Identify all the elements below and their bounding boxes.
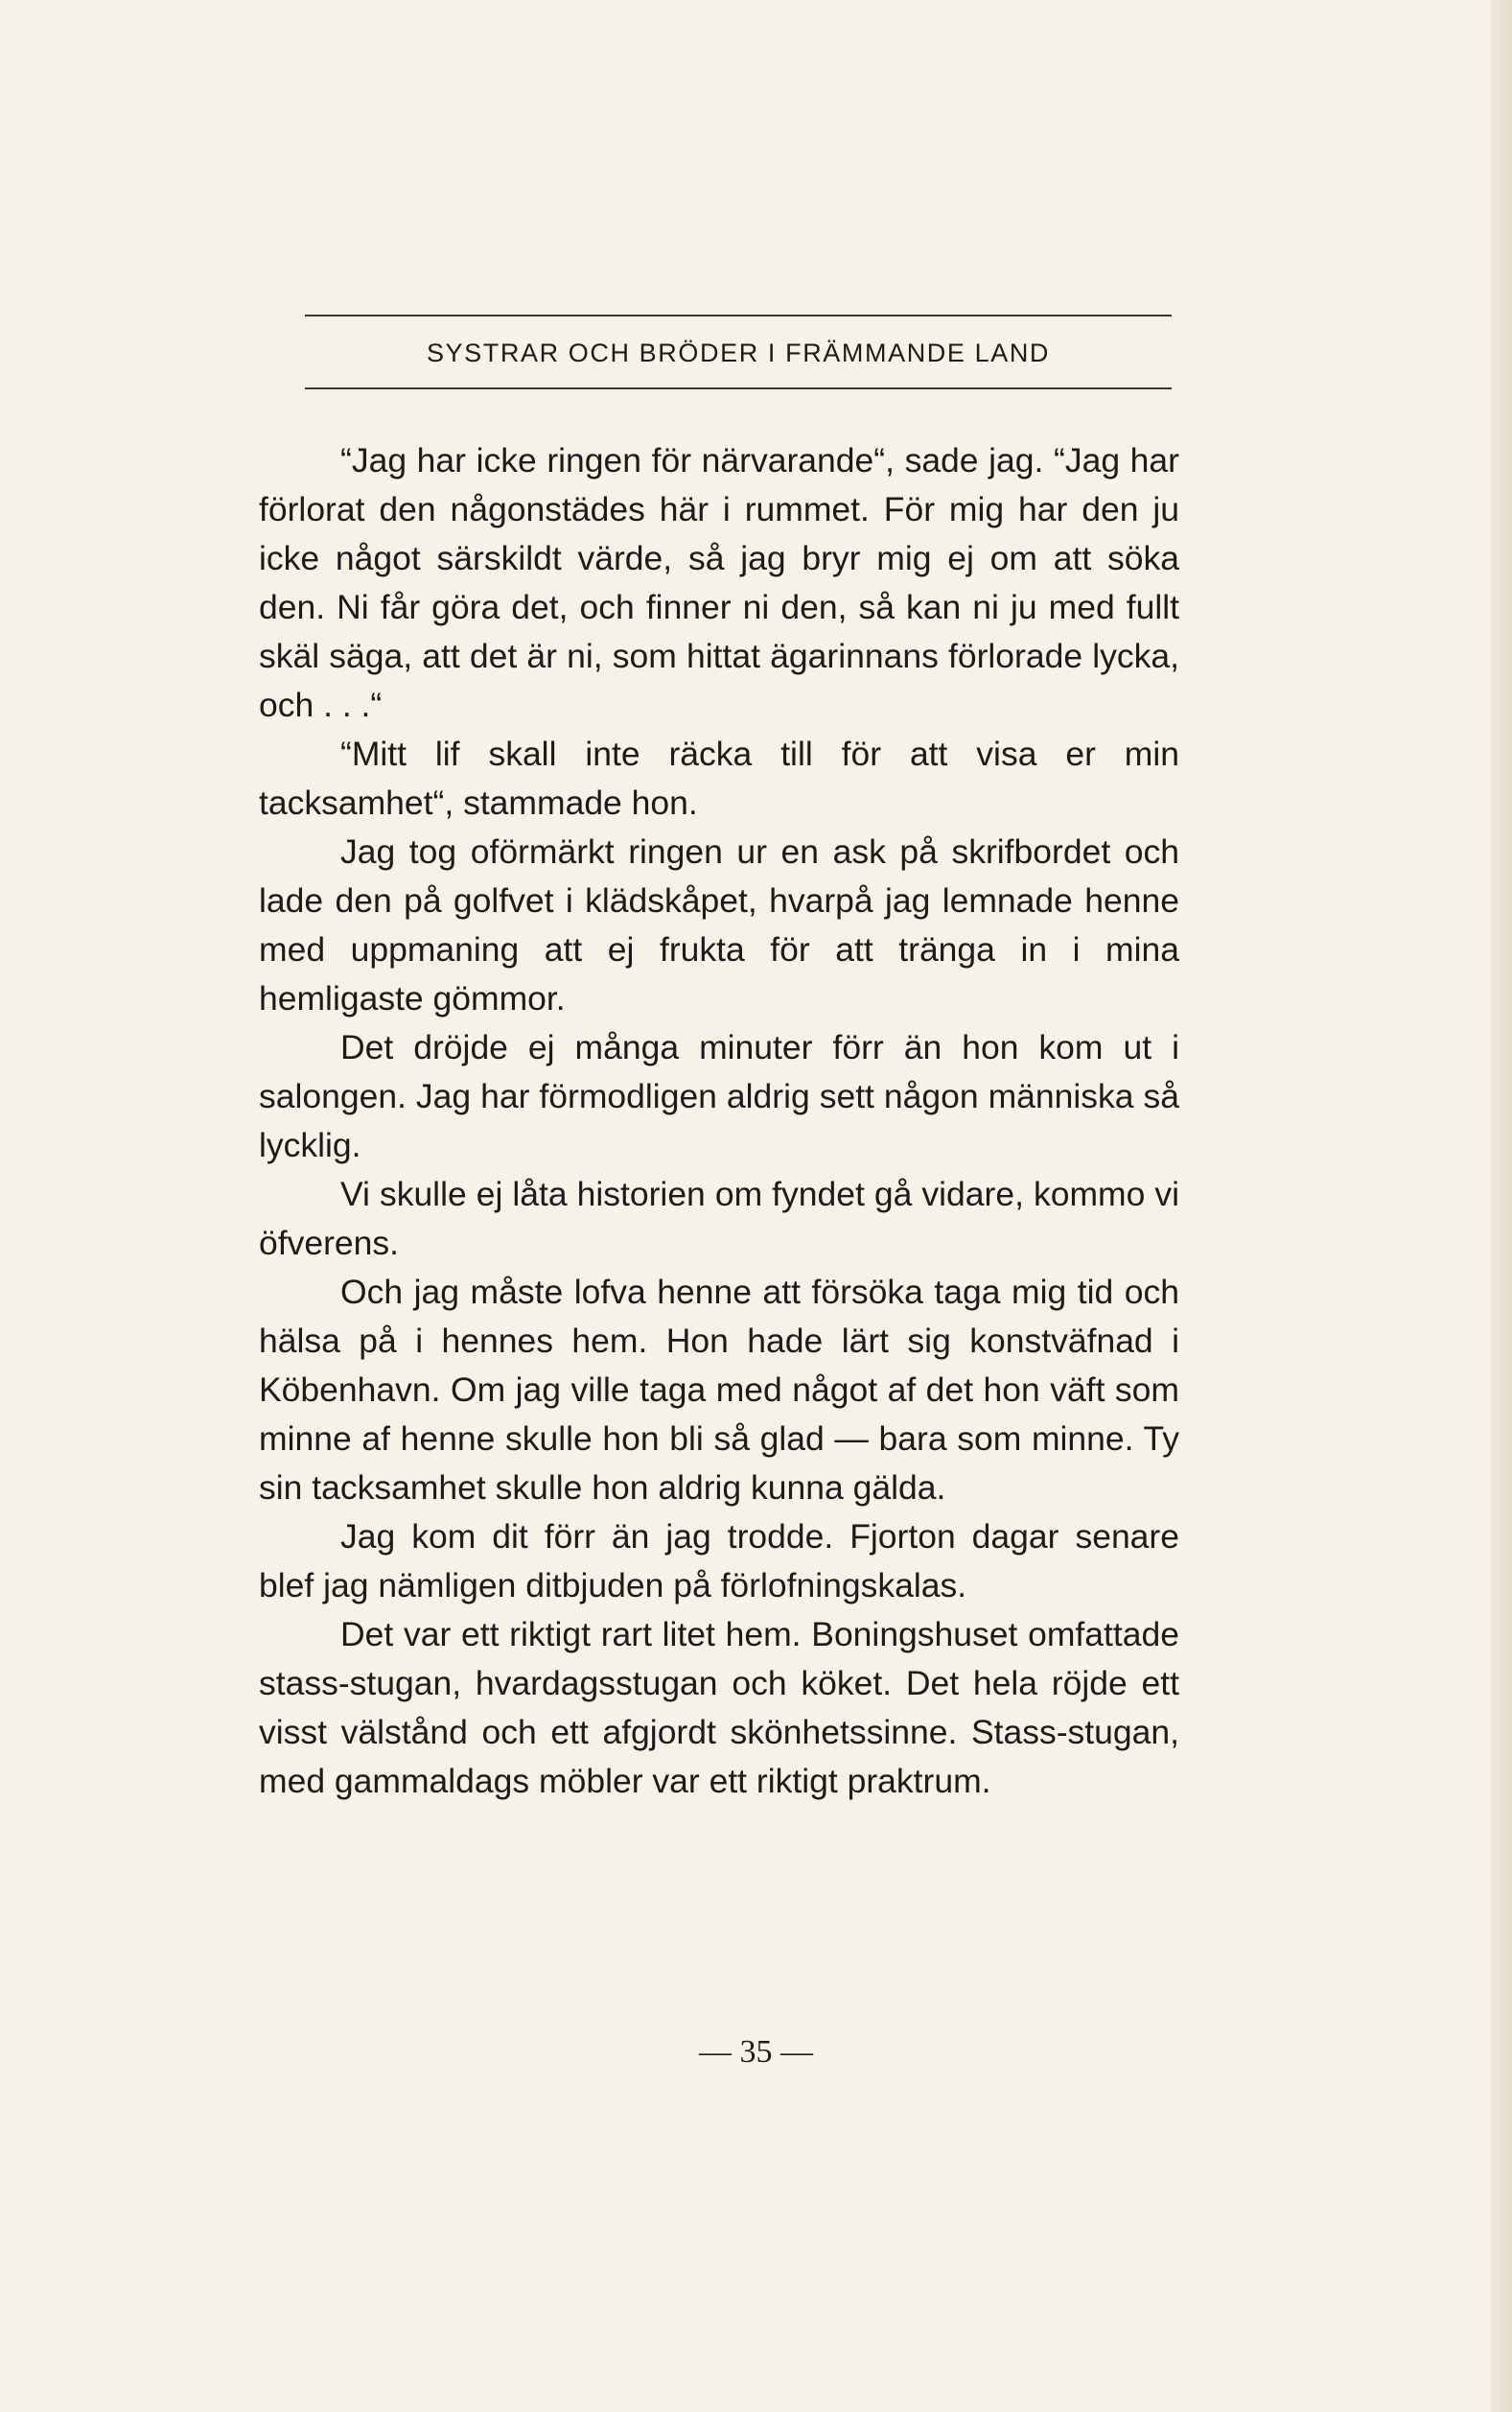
header-rule-bottom [305, 387, 1172, 389]
paragraph: Jag kom dit förr än jag trodde. Fjorton dagar senare blef jag nämligen ditbjuden på förlofningskalas. [259, 1517, 1179, 1604]
paragraph: Det dröjde ej många minuter förr än hon kom ut i salongen. Jag har förmodligen aldrig sett någon människa så lycklig. [259, 1028, 1179, 1164]
paragraph: Vi skulle ej låta historien om fyndet gå vidare, kommo vi öfverens. [259, 1175, 1179, 1262]
running-title: SYSTRAR OCH BRÖDER I FRÄMMANDE LAND [426, 339, 1051, 367]
paragraph: Jag tog oförmärkt ringen ur en ask på skrifbordet och lade den på golfvet i klädskåpet, hvarpå jag lemnade henne med uppmaning att ej frukta för att tränga in i mina hemligaste gömmor. [259, 832, 1179, 1018]
running-head [305, 315, 1172, 389]
paragraph: Och jag måste lofva henne att försöka taga mig tid och hälsa på i hennes hem. Hon hade lärt sig konstväfnad i Köbenhavn. Om jag ville taga med något af det hon väft som minne af henne skulle hon bli så glad — bara som minne. Ty sin tacksamhet skulle hon aldrig kunna gälda. [259, 1273, 1179, 1507]
header-rule-top [305, 315, 1172, 316]
paragraph: “Jag har icke ringen för närvarande“, sade jag. “Jag har förlorat den någonstädes här i rummet. För mig har den ju icke något särskildt värde, så jag bryr mig ej om att söka den. Ni får göra det, och finner ni den, så kan ni ju med fullt skäl säga, att det är ni, som hittat ägarinnans förlorade lycka, och . . .“ [259, 441, 1179, 724]
body-text [259, 436, 1179, 1806]
paragraph: Det var ett riktigt rart litet hem. Boningshuset omfattade stass-stugan, hvardagsstugan och köket. Det hela röjde ett visst välstånd och ett afgjordt skönhetssinne. Stass-stugan, med gammaldags möbler var ett riktigt praktrum. [259, 1615, 1179, 1800]
paragraph: “Mitt lif skall inte räcka till för att visa er min tacksamhet“, stammade hon. [259, 735, 1179, 822]
page-number: — 35 — [699, 2034, 813, 2070]
